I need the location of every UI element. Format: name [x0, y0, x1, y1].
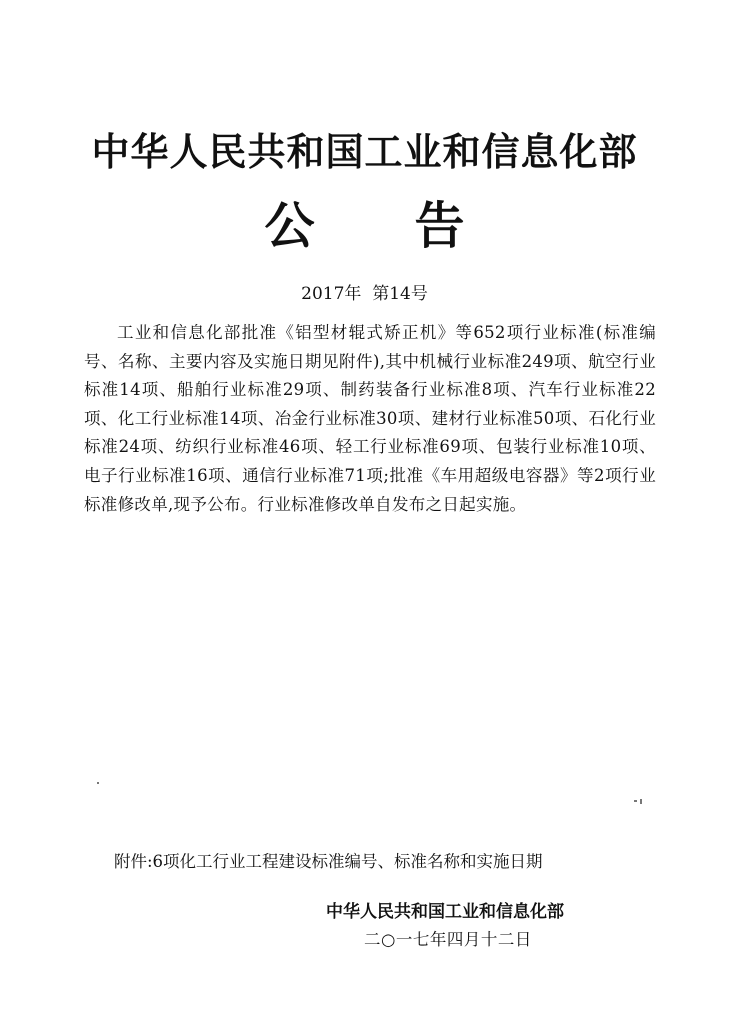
scan-speck	[634, 800, 637, 802]
announcement-body: 工业和信息化部批准《铝型材辊式矫正机》等652项行业标准(标准编号、名称、主要内容及实施日期见附件),其中机械行业标准249项、航空行业标准14项、船舶行业标准29项、制药装备行业标准8项、汽车行业标准22项、化工行业标准14项、冶金行业标准30项、建材行业标准50项、石化行业标准24项、纺织行业标准46项、轻工行业标准69项、包装行业标准10项、电子行业标准16项、通信行业标准71项;批准《车用超级电容器》等2项行业标准修改单,现予公布。行业标准修改单自发布之日起实施。	[84, 323, 656, 514]
ministry-title: 中华人民共和国工业和信息化部	[91, 130, 638, 174]
signature-date: 二○一七年四月十二日	[364, 930, 532, 949]
announcement-title: 公告	[264, 197, 565, 255]
attachment-note: 附件:6项化工行业工程建设标准编号、标准名称和实施日期	[114, 852, 543, 871]
issue-number: 2017年 第14号	[301, 284, 428, 304]
scan-speck	[640, 799, 642, 804]
scan-speck	[97, 782, 99, 784]
signature-organization: 中华人民共和国工业和信息化部	[326, 902, 564, 922]
